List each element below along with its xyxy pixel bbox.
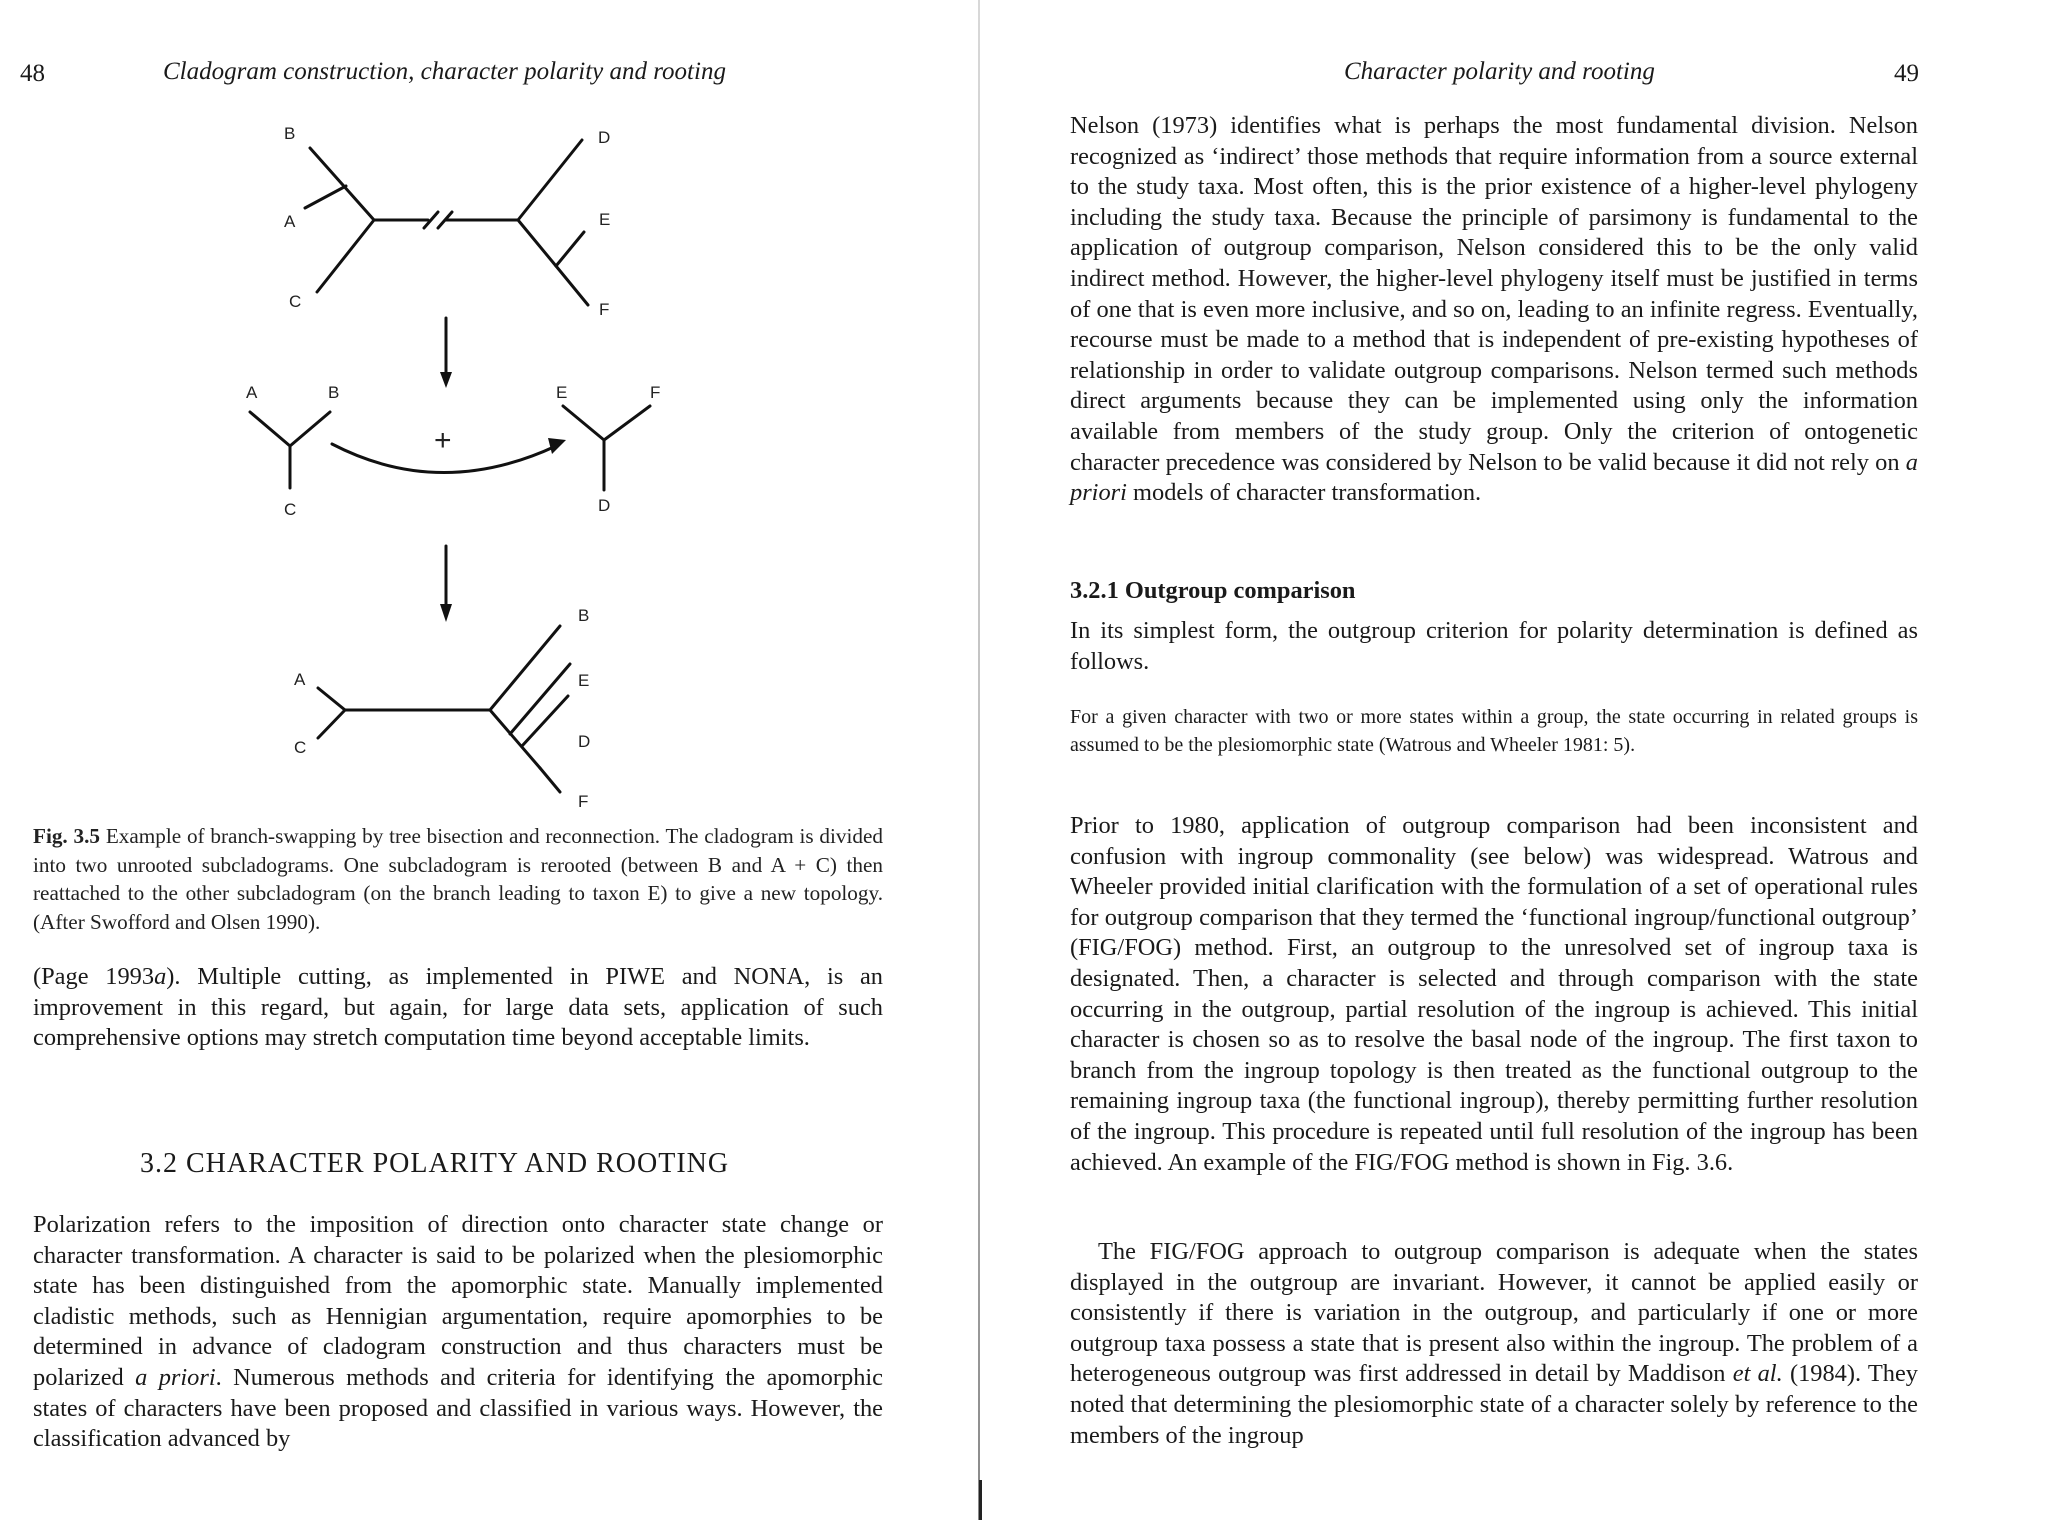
section-title: 3.2 CHARACTER POLARITY AND ROOTING — [140, 1148, 730, 1179]
running-head: Character polarity and rooting — [1344, 58, 1655, 85]
top-branch-d — [518, 140, 582, 220]
arrow-1-head — [440, 372, 452, 388]
text-run: Polarization refers to the imposition of direction onto character state change or character transformation. A character is said to be polarized when the plesiomorphic state has been distinguished from the apomorphic state. Manually implemented cladistic methods, such as Hennigian argumentation, require apomorphies to be determined in advance of cladogram construction and thus characters must be polarized — [33, 1211, 883, 1391]
top-label-d: D — [598, 128, 611, 147]
text-run: The FIG/FOG approach to outgroup comparison is adequate when the states displayed in the outgroup are invariant. However, it cannot be applied easily or consistently if there is variation in the outgroup, and particularly if one or more outgroup taxa possess a state that is present also within the ingroup. The problem of a heterogeneous outgroup was first addressed in detail by Maddison — [1070, 1238, 1918, 1388]
bottom-label-e: E — [578, 671, 590, 690]
right-page — [990, 0, 2048, 1520]
arrow-2-head — [440, 604, 452, 622]
top-label-c: C — [289, 292, 302, 311]
top-label-a: A — [284, 212, 296, 231]
bottom-label-b: B — [578, 606, 590, 625]
mid-label-d: D — [598, 496, 611, 515]
figure-label: Fig. 3.5 — [33, 824, 101, 848]
mid-label-e: E — [556, 383, 568, 402]
italic-run: a priori — [135, 1363, 216, 1391]
mid-branch-b — [290, 412, 330, 446]
subsection-title: 3.2.1 Outgroup comparison — [1070, 577, 1356, 604]
mid-label-a: A — [246, 383, 258, 402]
bottom-branch-efd-stem — [490, 710, 540, 768]
bottom-label-f: F — [578, 792, 589, 811]
mid-branch-f — [604, 406, 650, 440]
text-run: (Page 1993 — [33, 963, 155, 990]
text-run: models of character transformation. — [1126, 479, 1482, 507]
page-number: 48 — [20, 60, 45, 87]
top-branch-e — [556, 232, 584, 266]
plus-sign: + — [434, 424, 452, 457]
right-paragraph-3: Prior to 1980, application of outgroup comparison had been inconsistent and confusion with ingroup commonality (see below) was widespread. Watrous and Wheeler provided initial clarification with the formulation of a set of operational rules for outgroup comparison that they termed the ‘functional ingroup/functional outgroup’ (FIG/FOG) method. First, an outgroup to the unresolved set of ingroup taxa is designated. Then, a character is selected and through comparison with the state occurring in the outgroup, partial resolution of the ingroup is achieved. This initial character is chosen so as to resolve the basal node of the ingroup. The first taxon to branch from the ingroup topology is then treated as the functional outgroup to the remaining ingroup taxa (the functional ingroup), thereby permitting further resolution of the ingroup. This procedure is repeated until full resolution of the ingroup has been achieved. An example of the FIG/FOG method is shown in Fig. 3.6. — [1070, 812, 1918, 1176]
top-label-e: E — [599, 210, 611, 229]
top-label-b: B — [284, 124, 296, 143]
mid-curve-arrow-head — [548, 438, 566, 454]
bottom-label-c: C — [294, 738, 307, 757]
top-branch-f — [556, 266, 588, 305]
bottom-branch-b — [490, 626, 560, 710]
top-branch-c — [317, 220, 374, 292]
italic-run: a priori — [1070, 448, 1918, 507]
mid-label-f: F — [650, 383, 661, 402]
top-branch-a — [305, 186, 346, 208]
text-run: (1984). They noted that determining the plesiomorphic state of a character solely by reference to the members of the ingroup — [1070, 1360, 1918, 1449]
bottom-branch-a — [318, 688, 345, 710]
text-run: . Numerous methods and criteria for identifying the apomorphic states of characters have been proposed and classified in various ways. However, the classification advanced by — [33, 1363, 883, 1453]
running-head: Cladogram construction, character polarity and rooting — [163, 58, 726, 85]
bottom-label-d: D — [578, 732, 591, 751]
block-quote: For a given character with two or more states within a group, the state occurring in related groups is assumed to be the plesiomorphic state (Watrous and Wheeler 1981: 5). — [1070, 706, 1918, 756]
bottom-branch-c — [318, 710, 345, 738]
text-run: Nelson (1973) identifies what is perhaps the most fundamental division. Nelson recognized as ‘indirect’ those methods that require information from a source external to the study taxa. Most often, this is the prior existence of a higher-level phylogeny including the study taxa. Because the principle of parsimony is fundamental to the application of outgroup comparison, Nelson considered this to be the only valid indirect method. However, the higher-level phylogeny itself must be justified in terms of one that is even more inclusive, and so on, leading to an infinite regress. Eventually, recourse must be made to a method that is independent of pre-existing hypotheses of relationship in order to validate outgroup comparisons. Nelson termed such methods direct arguments because they can be implemented using only the information available from members of the study group. Only the criterion of ontogenetic character precedence was considered by Nelson to be valid because it did not rely on — [1070, 112, 1918, 476]
text-run: ). Multiple cutting, as implemented in PIWE and NONA, is an improvement in this regard, but again, for large data sets, application of such comprehensive options may stretch computation time beyond acceptable limits. — [33, 963, 883, 1052]
bottom-branch-d — [522, 696, 568, 746]
left-page — [0, 0, 990, 1520]
mid-branch-a — [250, 412, 290, 446]
mid-label-b: B — [328, 383, 340, 402]
page-number: 49 — [1894, 60, 1919, 87]
figure-caption — [33, 822, 883, 936]
top-branch-ef — [518, 220, 556, 266]
top-branch-b — [310, 148, 374, 220]
figure-3-5-cladogram — [0, 0, 990, 830]
italic-run: et al. — [1732, 1360, 1783, 1388]
italic-run: a — [154, 963, 167, 990]
right-paragraph-4 — [1070, 1237, 1918, 1451]
bottom-label-a: A — [294, 670, 306, 689]
mid-branch-e — [563, 406, 604, 440]
left-paragraph-2 — [33, 1210, 883, 1455]
caption-text: Example of branch-swapping by tree bisection and reconnection. The cladogram is divided into two unrooted subcladograms. One subcladogram is rerooted (between B and A + C) then reattached to the other subcladogram (on the branch leading to taxon E) to give a new topology. (After Swofford and Olsen 1990). — [33, 824, 883, 934]
right-paragraph-1 — [1070, 111, 1918, 509]
left-paragraph-1 — [33, 962, 883, 1054]
top-label-f: F — [599, 300, 610, 319]
bottom-branch-f — [540, 768, 560, 792]
right-paragraph-2: In its simplest form, the outgroup criterion for polarity determination is defined as follows. — [1070, 617, 1918, 675]
mid-label-c: C — [284, 500, 297, 519]
